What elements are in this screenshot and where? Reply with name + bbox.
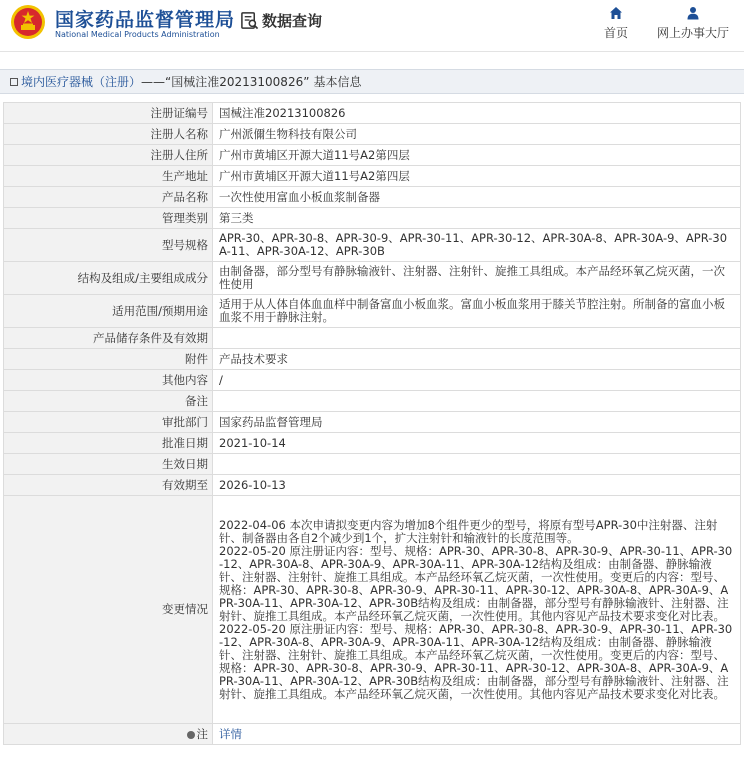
row-value <box>213 454 741 475</box>
table-row <box>4 103 741 124</box>
table-row <box>4 391 741 412</box>
row-label: 管理类别 <box>4 208 213 229</box>
change-entry: 2022-05-20 原注册证内容：型号、规格：APR-30、APR-30-8、APR-30-9、APR-30-11、APR-30-12、APR-30A-8、APR-30A-9、APR-30A-11、APR-30A-12结构及组成：由制备器、静脉输液针、注射器、注射针、旋推工具组成。本产品经环氧乙烷灭菌，一次性使用。变更后的内容：型号、规格：APR-30、APR-30-8、APR-30-9、APR-30-11、APR-30-12、APR-30A-8、APR-30A-9、APR-30A-11、APR-30A-12、APR-30B结构及组成：由制备器，部分型号有静脉输液针、注射器、注射针、旋推工具组成。本产品经环氧乙烷灭菌，一次性使用。其他内容见产品技术要求变化对比表。 <box>219 543 733 623</box>
table-row <box>4 124 741 145</box>
row-label: 结构及组成/主要组成成分 <box>4 262 213 295</box>
table-row <box>4 454 741 475</box>
table-row <box>4 328 741 349</box>
lightbulb-icon <box>187 731 195 739</box>
row-value: 适用于从人体自体血血样中制备富血小板血浆。富血小板血浆用于膝关节腔注射。所制备的富血小板血浆不用于静脉注射。 <box>213 295 741 328</box>
note-value <box>213 724 741 745</box>
breadcrumb-separator: —— <box>141 74 166 89</box>
home-icon <box>609 6 623 20</box>
row-value: 2021-10-14 <box>213 433 741 454</box>
user-icon <box>686 6 700 20</box>
row-value: 广州市黄埔区开源大道11号A2第四层 <box>213 145 741 166</box>
data-query-button[interactable] <box>240 10 322 30</box>
row-label: 其他内容 <box>4 370 213 391</box>
row-label: 生效日期 <box>4 454 213 475</box>
table-row <box>4 166 741 187</box>
row-label: 注册证编号 <box>4 103 213 124</box>
row-label: 产品储存条件及有效期 <box>4 328 213 349</box>
table-row <box>4 208 741 229</box>
row-value: 国械注准20213100826 <box>213 103 741 124</box>
table-row <box>4 370 741 391</box>
breadcrumb <box>0 69 744 94</box>
row-label: 审批部门 <box>4 412 213 433</box>
nav-online-label: 网上办事大厅 <box>656 26 729 40</box>
nav-home[interactable] <box>600 6 632 41</box>
row-value: 由制备器，部分型号有静脉输液针、注射器、注射针、旋推工具组成。本产品经环氧乙烷灭菌，一次性使用 <box>213 262 741 295</box>
table-row <box>4 145 741 166</box>
table-row <box>4 433 741 454</box>
table-row <box>4 412 741 433</box>
row-value <box>213 328 741 349</box>
table-row <box>4 475 741 496</box>
change-entry: 2022-05-20 原注册证内容：型号、规格：APR-30、APR-30-8、APR-30-9、APR-30-11、APR-30-12、APR-30A-8、APR-30A-9、APR-30A-11、APR-30A-12结构及组成：由制备器、静脉输液针、注射器、注射针、旋推工具组成。本产品经环氧乙烷灭菌，一次性使用。变更后的内容：型号、规格：APR-30、APR-30-8、APR-30-9、APR-30-11、APR-30-12、APR-30A-8、APR-30A-9、APR-30A-11、APR-30A-12、APR-30B结构及组成：由制备器，部分型号有静脉输液针、注射器、注射针、旋推工具组成。本产品经环氧乙烷灭菌，一次性使用。其他内容见产品技术要求变化对比表。 <box>219 621 733 701</box>
row-label: 批准日期 <box>4 433 213 454</box>
row-value: 广州派儞生物科技有限公司 <box>213 124 741 145</box>
note-label-cell <box>4 724 213 745</box>
site-header <box>0 0 744 52</box>
database-search-icon <box>240 11 259 30</box>
square-bullet-icon <box>10 78 18 86</box>
row-label: 注册人名称 <box>4 124 213 145</box>
row-label: 型号规格 <box>4 229 213 262</box>
row-label: 备注 <box>4 391 213 412</box>
brand-title[interactable]: 国家药品监督管理局 <box>55 9 236 31</box>
row-value: 一次性使用富血小板血浆制备器 <box>213 187 741 208</box>
row-value: APR-30、APR-30-8、APR-30-9、APR-30-11、APR-30-12、APR-30A-8、APR-30A-9、APR-30A-11、APR-30A-12、APR-30B <box>213 229 741 262</box>
breadcrumb-suffix: 基本信息 <box>313 75 362 89</box>
row-label: 变更情况 <box>4 496 213 724</box>
nav-online-hall[interactable] <box>653 6 733 41</box>
row-value: 产品技术要求 <box>213 349 741 370</box>
table-row-changes <box>4 496 741 724</box>
details-link[interactable]: 详情 <box>219 726 242 741</box>
row-label: 适用范围/预期用途 <box>4 295 213 328</box>
table-row <box>4 187 741 208</box>
row-value: 第三类 <box>213 208 741 229</box>
breadcrumb-record: “国械注准20213100826” <box>165 75 310 89</box>
row-value: 广州市黄埔区开源大道11号A2第四层 <box>213 166 741 187</box>
table-row <box>4 349 741 370</box>
nav-home-label: 首页 <box>603 26 628 40</box>
note-label: 注 <box>196 726 208 741</box>
brand-subtitle[interactable]: National Medical Products Administration <box>55 30 220 39</box>
breadcrumb-category[interactable]: 境内医疗器械（注册） <box>21 75 142 89</box>
row-value: / <box>213 370 741 391</box>
row-value <box>213 391 741 412</box>
changes-value <box>213 496 741 724</box>
table-row <box>4 262 741 295</box>
table-row-note <box>4 724 741 745</box>
row-value: 2026-10-13 <box>213 475 741 496</box>
row-label: 注册人住所 <box>4 145 213 166</box>
national-emblem-icon[interactable] <box>10 4 46 40</box>
registration-detail-table <box>3 102 741 745</box>
row-value: 国家药品监督管理局 <box>213 412 741 433</box>
row-label: 有效期至 <box>4 475 213 496</box>
row-label: 附件 <box>4 349 213 370</box>
row-label: 产品名称 <box>4 187 213 208</box>
table-row <box>4 229 741 262</box>
table-row <box>4 295 741 328</box>
data-query-label: 数据查询 <box>262 11 323 30</box>
change-entry: 2022-04-06 本次申请拟变更内容为增加8个组件更少的型号，将原有型号APR-30中注射器、注射针、制备器由各自2个减少到1个，扩大注射针和输液针的长度范围等。 <box>219 517 718 545</box>
row-label: 生产地址 <box>4 166 213 187</box>
